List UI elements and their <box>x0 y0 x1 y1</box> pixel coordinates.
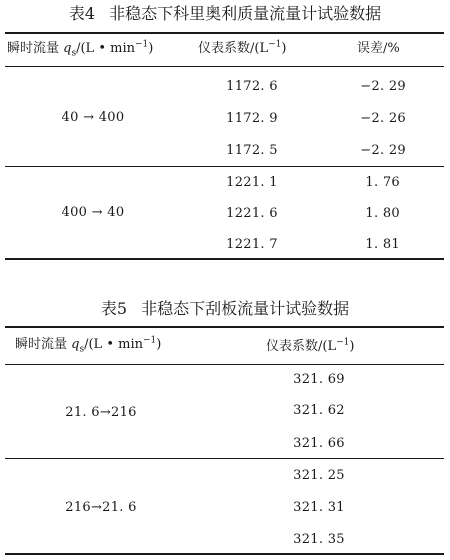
table4-row5-coef: 1221. 6 <box>226 206 278 221</box>
table5-group1-flow: 21. 6→216 <box>65 405 137 420</box>
table5-title: 非稳态下刮板流量计试验数据 <box>141 299 350 318</box>
table4-caption <box>0 4 450 24</box>
table4-number: 表4 <box>68 4 96 23</box>
table5-row4-coef: 321. 25 <box>293 468 345 483</box>
table4-row3-coef: 1172. 5 <box>226 143 278 158</box>
table4-row2-error: −2. 26 <box>360 111 406 126</box>
table4-title: 非稳态下科里奥利质量流量计试验数据 <box>109 4 382 23</box>
table5-row1-coef: 321. 69 <box>293 372 345 387</box>
table4-header-flow: 瞬时流量 $q_s/(L$ • $\min^{-1}$) <box>7 39 154 59</box>
table5-bottom-rule <box>5 553 444 555</box>
table5-header-rule <box>5 364 444 365</box>
table4-header-rule <box>5 66 444 67</box>
table5-group-divider <box>5 458 444 459</box>
table4-row1-coef: 1172. 6 <box>226 79 278 94</box>
table5-row6-coef: 321. 35 <box>293 532 345 547</box>
table4-row6-error: 1. 81 <box>365 237 400 252</box>
table4-row5-error: 1. 80 <box>365 206 400 221</box>
table5-row2-coef: 321. 62 <box>293 403 345 418</box>
table4-row4-coef: 1221. 1 <box>226 175 278 190</box>
table4-header-error: 误差/% <box>357 41 400 56</box>
table5-number: 表5 <box>100 299 128 318</box>
table5-row3-coef: 321. 66 <box>293 436 345 451</box>
table4-row2-coef: 1172. 9 <box>226 111 278 126</box>
table5-group2-flow: 216→21. 6 <box>65 500 137 515</box>
table4-bottom-rule <box>5 258 444 260</box>
table4-row1-error: −2. 29 <box>360 79 406 94</box>
table4-row6-coef: 1221. 7 <box>226 237 278 252</box>
table4-row3-error: −2. 29 <box>360 143 406 158</box>
table4-top-rule <box>5 32 444 34</box>
table5-header-coef: 仪表系数$/(L^{-1})$ <box>266 337 355 354</box>
table4-group-divider <box>5 166 444 167</box>
table5-header-flow: 瞬时流量 $q_s/(L$ • $\min^{-1}$) <box>15 335 162 355</box>
table4-group1-flow: 40 → 400 <box>61 110 125 125</box>
table4-group2-flow: 400 → 40 <box>61 205 125 220</box>
table4-header-coef: 仪表系数$/(L^{-1})$ <box>198 39 287 56</box>
table4-row4-error: 1. 76 <box>365 175 400 190</box>
table5-top-rule <box>5 326 444 328</box>
table5-row5-coef: 321. 31 <box>293 500 345 515</box>
table5-caption <box>0 299 450 319</box>
